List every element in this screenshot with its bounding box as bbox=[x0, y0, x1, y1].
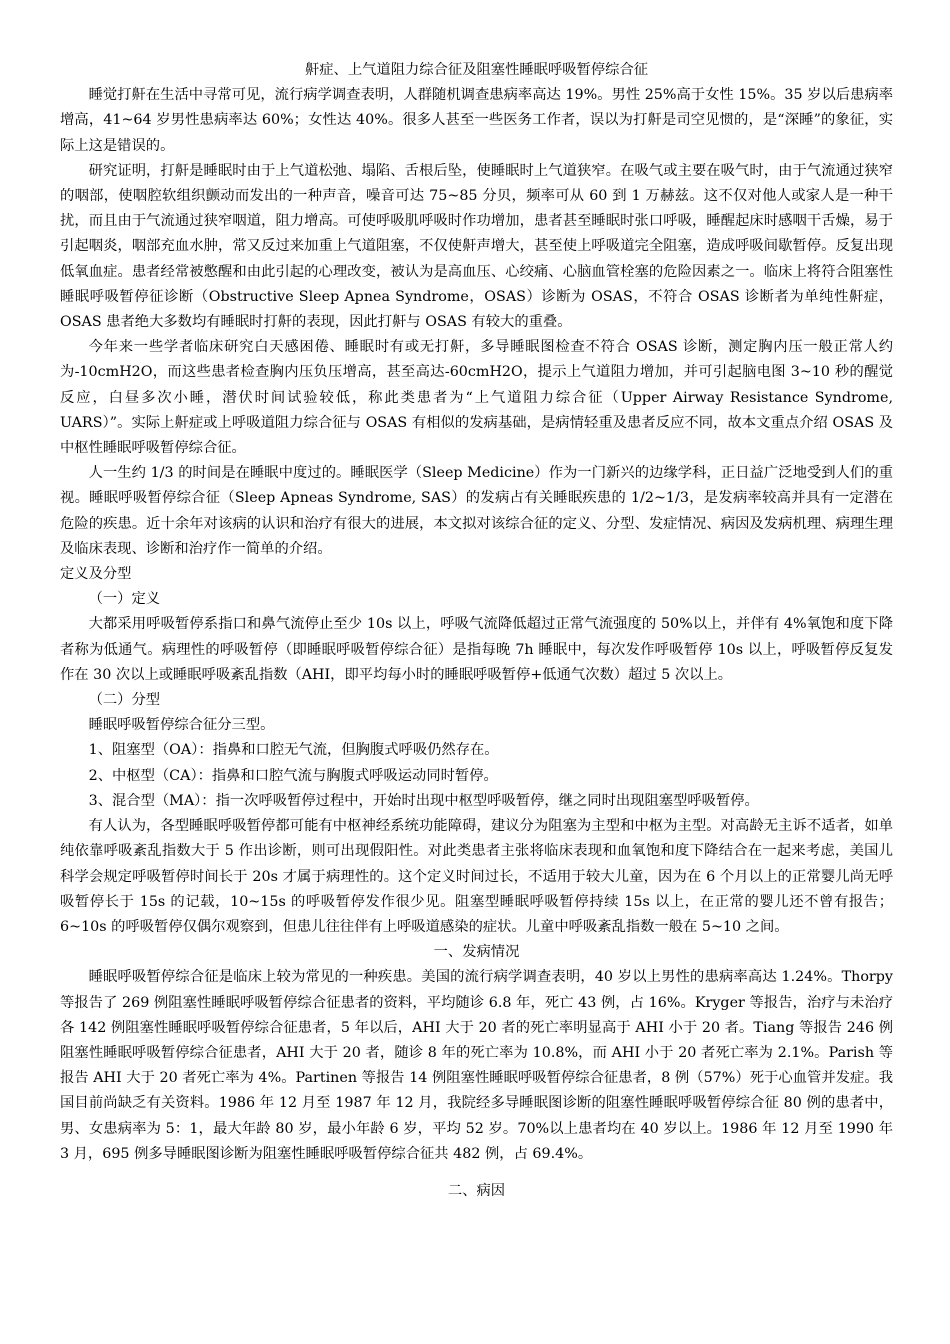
section-heading-etiology: 二、病因 bbox=[447, 1182, 506, 1199]
section-heading-incidence: 一、发病情况 bbox=[433, 944, 520, 961]
list-item-type-ma: 3、混合型（MA）：指一次呼吸暂停过程中，开始时出现中枢型呼吸暂停，继之同时出现阻塞型呼吸暂停。 bbox=[88, 792, 759, 809]
paragraph-snoring-mechanism: 研究证明，打鼾是睡眠时由于上气道松弛、塌陷、舌根后坠，使睡眠时上气道狭窄。在吸气或主要在吸气时，由于气流通过狭窄的咽部，使咽腔软组织颤动而发出的一种声音，噪音可达 75~85 分贝，频率可从 60 到 1 万赫兹。这不仅对他人或家人是一种干扰，而且由于气流通过狭窄咽道，阻力增高。可使呼吸肌呼吸时作功增加，患者甚至睡眠时张口呼吸，睡醒起床时感咽干舌燥，易于引起咽炎，咽部充血水肿，常又反过来加重上气道阻塞，不仅使鼾声增大，甚至使上呼吸道完全阻塞，造成呼吸间歇暂停。反复出现低氧血症。患者经常被憋醒和由此引起的心理改变，被认为是高血压、心绞痛、心脑血管栓塞的危险因素之一。临床上将符合阻塞性睡眠呼吸暂停征诊断（Obstructive Sleep Apnea Syndrome，OSAS）诊断为 OSAS，不符合 OSAS 诊断者为单纯性鼾症，OSAS 患者绝大多数均有睡眠时打鼾的表现，因此打鼾与 OSAS 有较大的重叠。 bbox=[60, 162, 893, 331]
paragraph-types-discussion: 有人认为，各型睡眠呼吸暂停都可能有中枢神经系统功能障碍，建议分为阻塞为主型和中枢为主型。对高龄无主诉不适者，如单纯依靠呼吸紊乱指数大于 5 作出诊断，则可出现假阳性。对此类患者主张将临床表现和血氧饱和度下降结合在一起来考虑，美国儿科学会规定呼吸暂停时间长于 20s 才属于病理性的。这个定义时间过长，不适用于较大儿童，因为在 6 个月以上的正常婴儿尚无呼吸暂停长于 15s 的记载，10~15s 的呼吸暂停发作很少见。阻塞型睡眠呼吸暂停持续 15s 以上，在正常的婴儿还不曾有报告；6~10s 的呼吸暂停仅偶尔观察到，但患儿往往伴有上呼吸道感染的症状。儿童中呼吸紊乱指数一般在 5~10 之间。 bbox=[60, 818, 893, 935]
subheading-classification: （二）分型 bbox=[88, 692, 161, 709]
subheading-definition: （一）定义 bbox=[88, 591, 161, 608]
list-item-type-ca: 2、中枢型（CA）：指鼻和口腔气流与胸腹式呼吸运动同时暂停。 bbox=[88, 767, 498, 784]
paragraph-snoring-prevalence: 睡觉打鼾在生活中寻常可见，流行病学调查表明，人群随机调查患病率高达 19%。男性 25%高于女性 15%。35 岁以后患病率增高，41~64 岁男性患病率达 60%；女性达 40%。很多人甚至一些医务工作者，误以为打鼾是司空见惯的，是“深睡”的象征，实际上这是错误的。 bbox=[60, 87, 893, 154]
paragraph-classification-intro: 睡眠呼吸暂停综合征分三型。 bbox=[88, 717, 275, 734]
list-item-type-oa: 1、阻塞型（OA）：指鼻和口腔无气流，但胸腹式呼吸仍然存在。 bbox=[88, 742, 499, 759]
paragraph-uars: 今年来一些学者临床研究白天感困倦、睡眠时有或无打鼾，多导睡眠图检查不符合 OSAS 诊断，测定胸内压一般正常人约为-10cmH2O，而这些患者检查胸内压负压增高，甚至高达-60cmH2O，提示上气道阻力增加，并可引起脑电图 3~10 秒的醒觉反应，白昼多次小睡，潜伏时间试验较低，称此类患者为“上气道阻力综合征（Upper Airway Resistance Syndrome, UARS）”。实际上鼾症或上呼吸道阻力综合征与 OSAS 有相似的发病基础，是病情轻重及患者反应不同，故本文重点介绍 OSAS 及中枢性睡眠呼吸暂停综合征。 bbox=[60, 339, 893, 457]
document-title: 鼾症、上气道阻力综合征及阻塞性睡眠呼吸暂停综合征 bbox=[304, 62, 649, 78]
document-page bbox=[60, 58, 893, 1204]
paragraph-incidence: 睡眠呼吸暂停综合征是临床上较为常见的一种疾患。美国的流行病学调查表明，40 岁以上男性的患病率高达 1.24%。Thorpy 等报告了 269 例阻塞性睡眠呼吸暂停综合征患者的资料，平均随诊 6.8 年，死亡 43 例，占 16%。Kryger 等报告，治疗与未治疗各 142 例阻塞性睡眠呼吸暂停综合征患者，5 年以后，AHI 大于 20 者的死亡率明显高于 AHI 小于 20 者。Tiang 等报告 246 例阻塞性睡眠呼吸暂停综合征患者，AHI 大于 20 者，随诊 8 年的死亡率为 10.8%，而 AHI 小于 20 者死亡率为 2.1%。Parish 等报告 AHI 大于 20 者死亡率为 4%。Partinen 等报告 14 例阻塞性睡眠呼吸暂停综合征患者，8 例（57%）死于心血管并发症。我国目前尚缺乏有关资料。1986 年 12 月至 1987 年 12 月，我院经多导睡眠图诊断的阻塞性睡眠呼吸暂停综合征 80 例的患者中，男、女患病率为 5：1，最大年龄 80 岁，最小年龄 6 岁，平均 52 岁。70%以上患者均在 40 岁以上。1986 年 12 月至 1990 年 3 月，695 例多导睡眠图诊断为阻塞性睡眠呼吸暂停综合征共 482 例，占 69.4%。 bbox=[60, 969, 893, 1162]
paragraph-sleep-medicine: 人一生约 1/3 的时间是在睡眠中度过的。睡眠医学（Sleep Medicine）作为一门新兴的边缘学科，正日益广泛地受到人们的重视。睡眠呼吸暂停综合征（Sleep Apneas Syndrome, SAS）的发病占有关睡眠疾患的 1/2~1/3，是发病率较高并具有一定潜在危险的疾患。近十余年对该病的认识和治疗有很大的进展，本文拟对该综合征的定义、分型、发症情况、病因及发病机理、病理生理及临床表现、诊断和治疗作一简单的介绍。 bbox=[60, 465, 893, 557]
section-heading-definition: 定义及分型 bbox=[60, 566, 132, 583]
paragraph-definition: 大都采用呼吸暂停系指口和鼻气流停止至少 10s 以上，呼吸气流降低超过正常气流强度的 50%以上，并伴有 4%氧饱和度下降者称为低通气。病理性的呼吸暂停（即睡眠呼吸暂停综合征）是指每晚 7h 睡眠中，每次发作呼吸暂停 10s 以上，呼吸暂停反复发作在 30 次以上或睡眠呼吸紊乱指数（AHI，即平均每小时的睡眠呼吸暂停+低通气次数）超过 5 次以上。 bbox=[60, 616, 893, 683]
